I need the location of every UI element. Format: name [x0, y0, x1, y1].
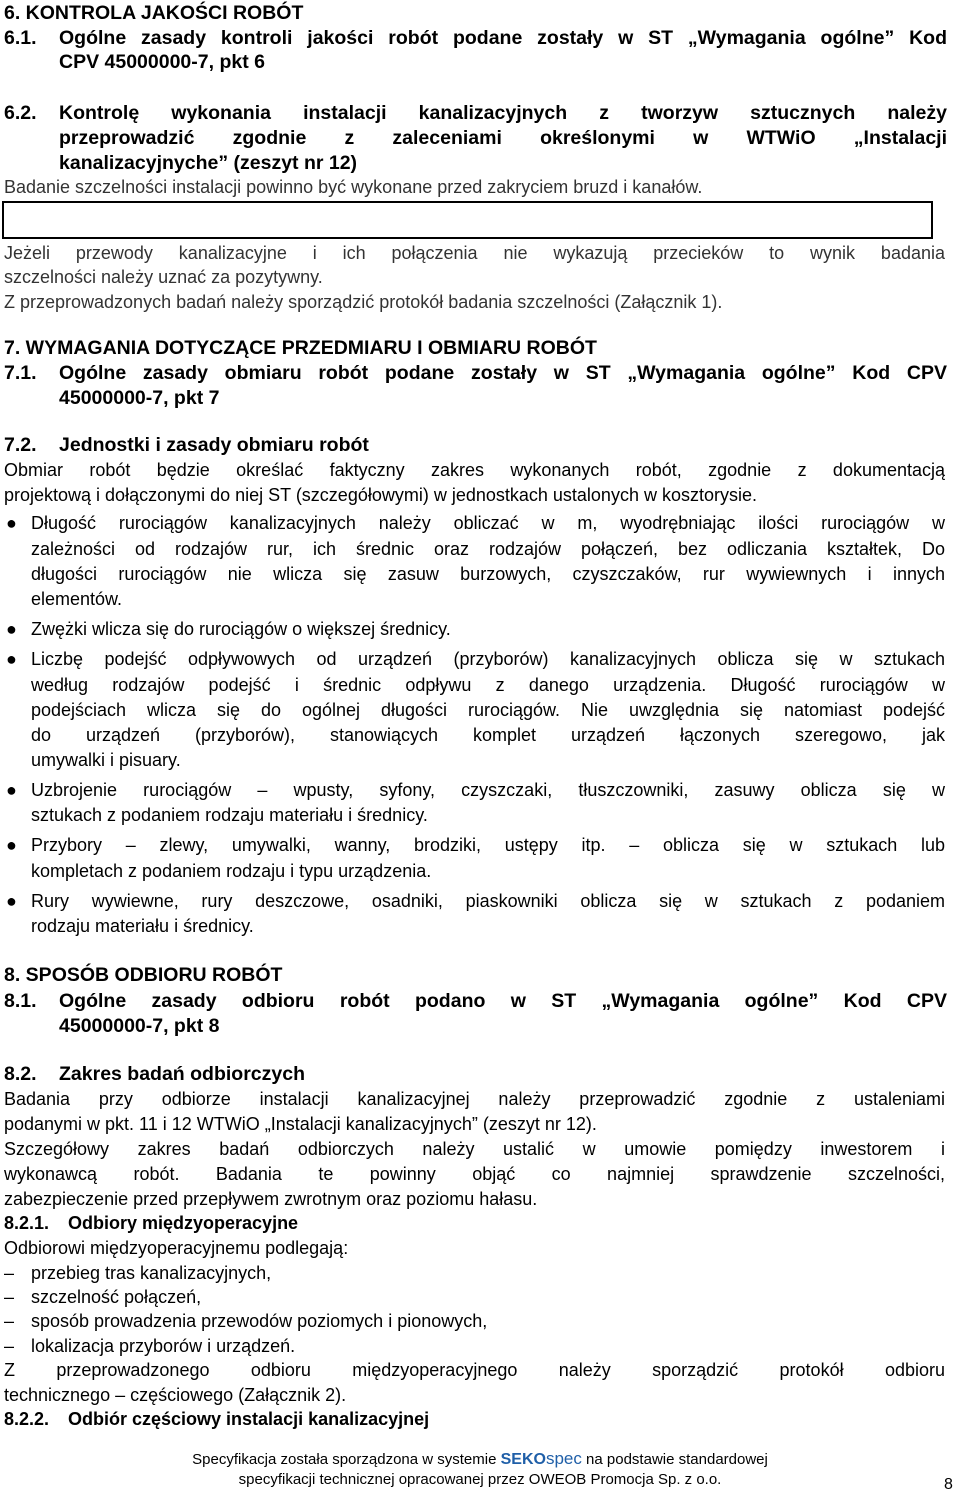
dash-item-4: lokalizacja przyborów i urządzeń. [31, 1336, 296, 1356]
section-8-2-number: 8.2. [4, 1063, 37, 1085]
bullet-6-line-2: rodzaju materiału i średnicy. [31, 916, 254, 936]
bullet-6-marker: ● [6, 891, 17, 911]
section-6-1-line-2: CPV 45000000-7, pkt 6 [59, 51, 265, 73]
section-8-2-1-paragraph-line-1: Z przeprowadzonego odbioru międzyoperacyjnego należy sporządzić protokół odbioru [4, 1360, 945, 1380]
section-7-1-line-1: Ogólne zasady obmiaru robót podane zostały w ST „Wymagania ogólne” Kod CPV [59, 362, 947, 384]
bullet-6-line-1: Rury wywiewne, rury deszczowe, osadniki, piaskowniki oblicza się w sztukach z podaniem [31, 891, 945, 911]
section-8-2-1-title: Odbiory międzyoperacyjne [68, 1213, 299, 1233]
dash-item-2-marker: – [4, 1287, 15, 1307]
section-7-2-intro-line-1: Obmiar robót będzie określać faktyczny zakres wykonanych robót, zgodnie z dokumentacją [4, 460, 945, 480]
section-6-2-line-1: Kontrolę wykonania instalacji kanalizacyjnych z tworzyw sztucznych należy [59, 102, 947, 124]
bullet-3-line-4: do urządzeń (przyborów), stanowiących komplet urządzeń łączonych szeregowo, jak [31, 725, 945, 745]
section-8-2-paragraph-2-line-3: zabezpieczenie przed przepływem zwrotnym oraz poziomu hałasu. [4, 1189, 538, 1209]
section-8-2-2-title: Odbiór częściowy instalacji kanalizacyjnej [68, 1409, 430, 1429]
section-8-1-number: 8.1. [4, 990, 37, 1012]
bullet-3-marker: ● [6, 649, 17, 669]
section-8-2-paragraph-2-line-1: Szczegółowy zakres badań odbiorczych należy ustalić w umowie pomiędzy inwestorem i [4, 1139, 945, 1159]
bullet-5-line-2: kompletach z podaniem rodzaju i typu urządzenia. [31, 861, 432, 881]
bullet-1-marker: ● [6, 513, 17, 533]
bullet-4-line-1: Uzbrojenie rurociągów – wpusty, syfony, czyszczaki, tłuszczowniki, zasuwy oblicza się w [31, 780, 945, 800]
section-6-1-line-1: Ogólne zasady kontroli jakości robót podane zostały w ST „Wymagania ogólne” Kod [59, 27, 947, 49]
bullet-1-line-4: elementów. [31, 589, 123, 609]
section-6-2-line-2: przeprowadzić zgodnie z zaleceniami określonymi w WTWiO „Instalacji [59, 127, 947, 149]
section-7-1-line-2: 45000000-7, pkt 7 [59, 387, 220, 409]
section-6-2-line-3: kanalizacyjnyche” (zeszyt nr 12) [59, 152, 358, 174]
section-8-2-paragraph-1-line-1: Badania przy odbiorze instalacji kanalizacyjnej należy przeprowadzić zgodnie z ustaleniami [4, 1089, 945, 1109]
dash-item-3-marker: – [4, 1311, 15, 1331]
section-7-2-title: Jednostki i zasady obmiaru robót [59, 434, 369, 456]
section-8-2-1-paragraph-line-2: technicznego – częściowego (Załącznik 2). [4, 1385, 347, 1405]
footer-text-a: Specyfikacja została sporządzona w systemie [192, 1451, 501, 1468]
section-8-2-2-number: 8.2.2. [4, 1409, 50, 1429]
section-7-2-intro-line-2: projektową i dołączonymi do niej ST (szczegółowymi) w jednostkach ustalonych w kosztorysie. [4, 485, 757, 505]
section-6-paragraph-2-line-1: Jeżeli przewody kanalizacyjne i ich połączenia nie wykazują przecieków to wynik badania [4, 243, 945, 263]
bullet-2-marker: ● [6, 619, 17, 639]
bullet-5-line-1: Przybory – zlewy, umywalki, wanny, brodziki, ustępy itp. – oblicza się w sztukach lub [31, 835, 945, 855]
bullet-3-line-1: Liczbę podejść odpływowych od urządzeń (przyborów) kanalizacyjnych oblicza się w sztukach [31, 649, 945, 669]
section-6-paragraph-1: Badanie szczelności instalacji powinno być wykonane przed zakryciem bruzd i kanałów. [4, 177, 703, 197]
section-7-heading: 7. WYMAGANIA DOTYCZĄCE PRZEDMIARU I OBMIARU ROBÓT [4, 337, 597, 359]
section-8-1-line-2: 45000000-7, pkt 8 [59, 1015, 220, 1037]
sekospec-logo-spec: spec [545, 1449, 582, 1468]
section-6-2-number: 6.2. [4, 102, 37, 124]
section-6-paragraph-3: Z przeprowadzonych badań należy sporządzić protokół badania szczelności (Załącznik 1). [4, 292, 723, 312]
bullet-3-line-2: według rodzajów podejść i średnic odpływu z danego urządzenia. Długość rurociągów w [31, 675, 945, 695]
section-6-1-number: 6.1. [4, 27, 37, 49]
section-8-2-paragraph-2-line-2: wykonawcą robót. Badania te powinny objąć co najmniej sprawdzenie szczelności, [4, 1164, 945, 1184]
section-8-2-title: Zakres badań odbiorczych [59, 1063, 305, 1085]
section-8-heading: 8. SPOSÓB ODBIORU ROBÓT [4, 964, 283, 986]
dash-item-1-marker: – [4, 1263, 15, 1283]
sekospec-logo-seko: SEKO [500, 1451, 546, 1468]
section-8-2-1-number: 8.2.1. [4, 1213, 50, 1233]
bullet-2-line-1: Zwężki wlicza się do rurociągów o większej średnicy. [31, 619, 451, 639]
section-8-1-line-1: Ogólne zasady odbioru robót podano w ST „Wymagania ogólne” Kod CPV [59, 990, 947, 1012]
empty-frame-box [2, 201, 933, 239]
section-7-2-number: 7.2. [4, 434, 37, 456]
bullet-4-line-2: sztukach z podaniem rodzaju materiału i średnicy. [31, 805, 428, 825]
section-8-2-paragraph-1-line-2: podanymi w pkt. 11 i 12 WTWiO „Instalacji kanalizacyjnych” (zeszyt nr 12). [4, 1114, 597, 1134]
footer-line-2: specyfikacji technicznej opracowanej przez OWEOB Promocja Sp. z o.o. [238, 1471, 722, 1488]
bullet-1-line-3: długości rurociągów nie wlicza się zasuw burzowych, czyszczaków, rur wywiewnych i innych [31, 564, 945, 584]
dash-item-3: sposób prowadzenia przewodów poziomych i pionowych, [31, 1311, 488, 1331]
page-number: 8 [944, 1476, 953, 1493]
bullet-5-marker: ● [6, 835, 17, 855]
dash-item-1: przebieg tras kanalizacyjnych, [31, 1263, 272, 1283]
bullet-3-line-3: podejściach wlicza się do ogólnej długości rurociągów. Nie uwzględnia się natomiast podejść [31, 700, 945, 720]
section-7-1-number: 7.1. [4, 362, 37, 384]
bullet-4-marker: ● [6, 780, 17, 800]
dash-item-2: szczelność połączeń, [31, 1287, 202, 1307]
footer-line-1 [0, 1449, 960, 1470]
dash-item-4-marker: – [4, 1336, 15, 1356]
bullet-1-line-1: Długość rurociągów kanalizacyjnych należy obliczać w m, wyodrębniając ilości rurociągów w [31, 513, 945, 533]
bullet-3-line-5: umywalki i pisuary. [31, 750, 181, 770]
section-6-paragraph-2-line-2: szczelności należy uznać za pozytywny. [4, 267, 323, 287]
footer-text-b: na podstawie standardowej [581, 1451, 768, 1468]
section-8-2-1-intro: Odbiorowi międzyoperacyjnemu podlegają: [4, 1238, 349, 1258]
bullet-1-line-2: zależności od rodzajów rur, ich średnic oraz rodzajów połączeń, bez odliczania kształtek, Do [31, 539, 945, 559]
section-6-heading: 6. KONTROLA JAKOŚCI ROBÓT [4, 2, 304, 24]
